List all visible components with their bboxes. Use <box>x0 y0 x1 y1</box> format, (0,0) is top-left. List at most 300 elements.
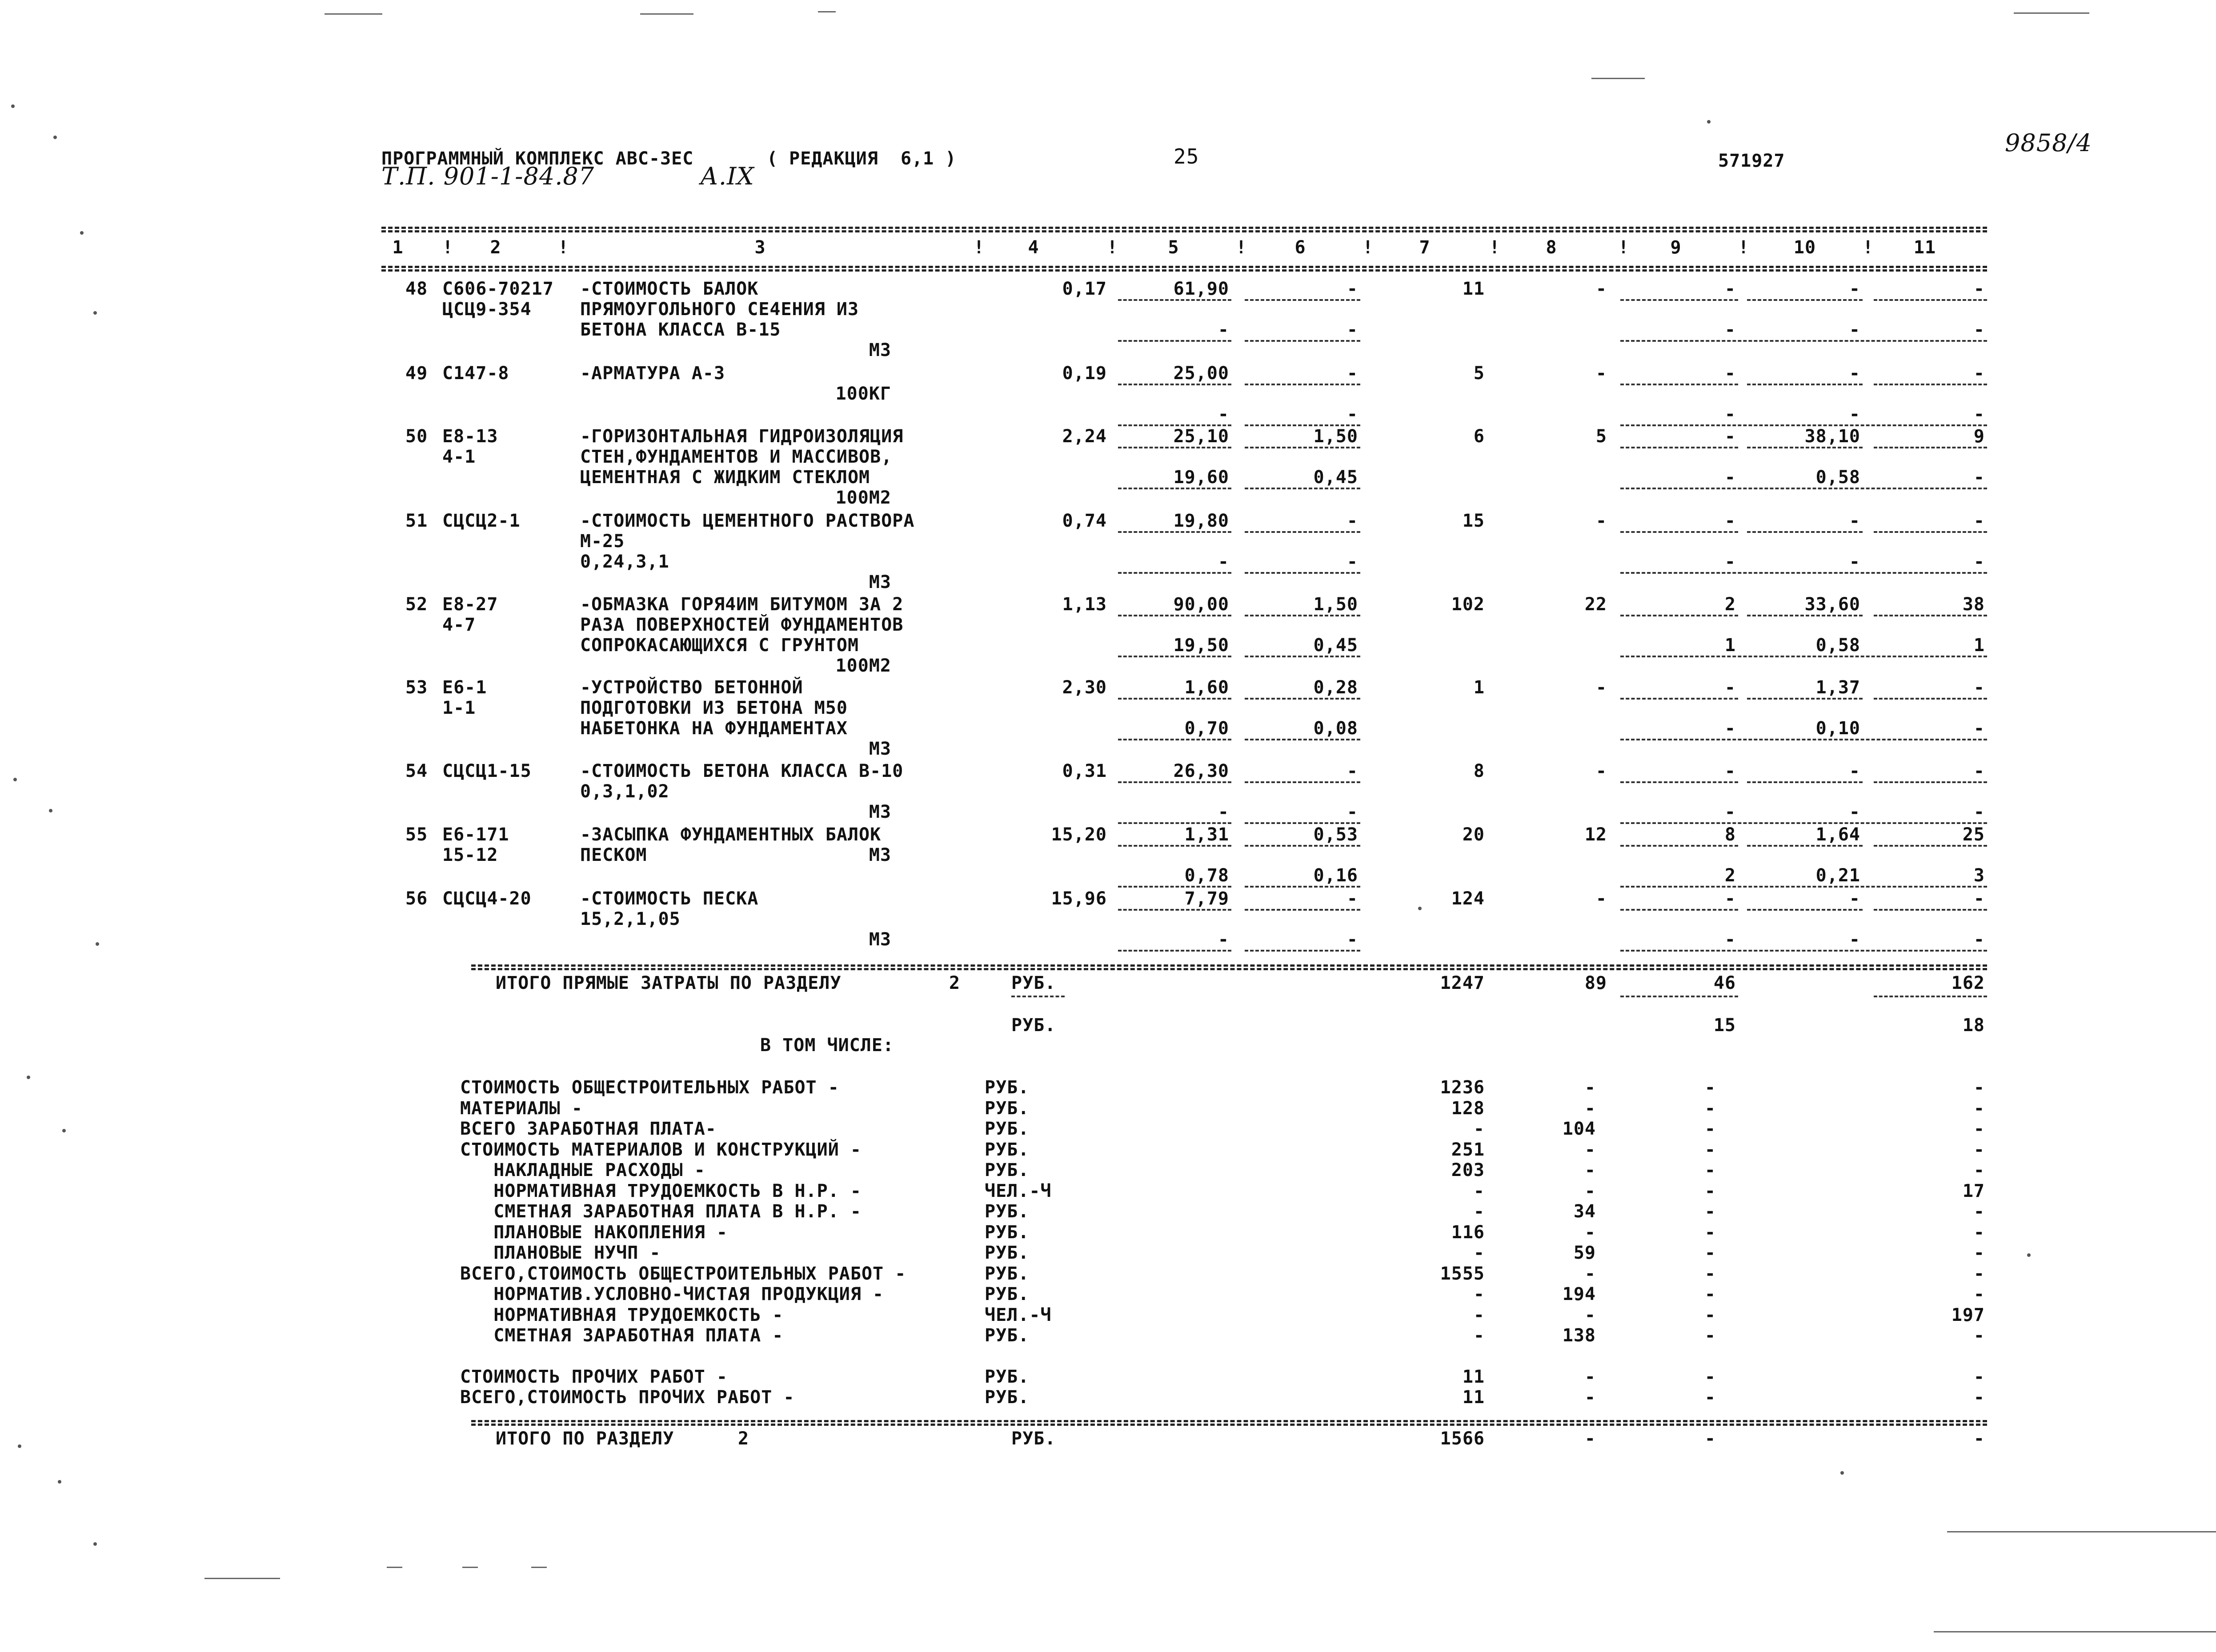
summary-c11: - <box>1973 1222 1985 1243</box>
including-label: В ТОМ ЧИСЛЕ: <box>760 1035 894 1056</box>
cell-c5: 90,00 <box>1173 594 1229 615</box>
work-description: ПРЯМОУГОЛЬНОГО СЕ4ЕНИЯ ИЗ <box>580 299 859 320</box>
cell-c11: - <box>1973 511 1985 531</box>
summary-c8: 194 <box>1562 1284 1596 1304</box>
cell-c9: - <box>1724 677 1736 698</box>
handwritten-number: 9858/4 <box>2005 129 2092 157</box>
rate-code: 4-1 <box>442 447 476 467</box>
section-total-c8: - <box>1584 1428 1596 1449</box>
cell-c5b: - <box>1218 552 1229 572</box>
summary-c8: 59 <box>1573 1243 1596 1263</box>
summary-c11: - <box>1973 1284 1985 1304</box>
summary-c7: 203 <box>1451 1160 1485 1180</box>
total-direct-c9b: 15 <box>1713 1015 1736 1036</box>
summary-label: СМЕТНАЯ ЗАРАБОТНАЯ ПЛАТА - <box>460 1325 784 1346</box>
cell-c11b: - <box>1973 552 1985 572</box>
cell-c8: - <box>1595 888 1607 909</box>
cell-c6: - <box>1346 363 1358 384</box>
handwritten-doc-ref: Т.П. 901-1-84.87 <box>381 162 595 190</box>
scan-line <box>818 11 836 12</box>
summary-unit: ЧЕЛ.-Ч <box>985 1180 1052 1201</box>
row-number: 56 <box>405 888 428 909</box>
column-separator: ! <box>442 237 454 258</box>
work-description: -СТОИМОСТЬ ПЕСКА <box>580 888 759 909</box>
summary-c7: 1555 <box>1440 1263 1485 1284</box>
handwritten-album: А.IX <box>700 162 754 190</box>
work-description: -ЗАСЫПКА ФУНДАМЕНТНЫХ БАЛОК <box>580 824 882 845</box>
cell-underline <box>1118 781 1231 783</box>
summary-c7: 251 <box>1451 1139 1485 1160</box>
cell-c9b: - <box>1724 802 1736 822</box>
unit-of-measure: М3 <box>869 802 891 822</box>
summary-unit: РУБ. <box>985 1160 1030 1180</box>
cell-c6b: 0,45 <box>1313 467 1358 488</box>
summary-c7: - <box>1473 1325 1485 1346</box>
summary-c8: 34 <box>1573 1201 1596 1222</box>
cell-c5b: 0,70 <box>1184 718 1229 739</box>
scan-line <box>2014 12 2089 14</box>
summary-c9: - <box>1704 1222 1716 1243</box>
cell-c10b: - <box>1849 320 1860 340</box>
cell-c10: - <box>1849 888 1860 909</box>
cell-c11: 38 <box>1962 594 1985 615</box>
cell-c8: - <box>1595 511 1607 531</box>
cell-underline <box>1620 615 1738 616</box>
cell-c5b: 0,78 <box>1184 865 1229 886</box>
summary-c11: - <box>1973 1119 1985 1139</box>
summary-c8: - <box>1584 1180 1596 1201</box>
summary-label: СТОИМОСТЬ МАТЕРИАЛОВ И КОНСТРУКЦИЙ - <box>460 1139 862 1160</box>
column-separator: ! <box>1362 237 1374 258</box>
scan-speck <box>93 311 97 315</box>
cell-c11: - <box>1973 677 1985 698</box>
cell-underline <box>1245 531 1360 533</box>
cell-underline <box>1245 845 1360 847</box>
cell-c7: 1 <box>1473 677 1485 698</box>
rate-code: Е8-13 <box>442 426 498 447</box>
summary-c11: - <box>1973 1325 1985 1346</box>
cell-underline <box>1245 886 1360 888</box>
rate-code: СЦСЦ4-20 <box>442 888 532 909</box>
scan-speck <box>1840 1471 1844 1475</box>
unit-of-measure: 100КГ <box>835 384 891 404</box>
cell-underline <box>1874 698 1987 700</box>
page-number: 25 <box>1174 144 1199 168</box>
cell-underline <box>1874 909 1987 911</box>
cell-c10b: - <box>1849 802 1860 822</box>
cell-c6b: - <box>1346 404 1358 424</box>
work-description: -ГОРИЗОНТАЛЬНАЯ ГИДРОИЗОЛЯЦИЯ <box>580 426 904 447</box>
summary-unit: РУБ. <box>985 1284 1030 1304</box>
column-header: 3 <box>754 237 766 258</box>
cell-underline <box>1245 909 1360 911</box>
cell-c4: 1,13 <box>1062 594 1107 615</box>
cell-underline <box>1747 299 1863 301</box>
cell-c10: - <box>1849 511 1860 531</box>
table-top-rule <box>381 227 1987 229</box>
cell-c5: 1,31 <box>1184 824 1229 845</box>
summary-unit: РУБ. <box>985 1119 1030 1139</box>
rate-code: Е6-1 <box>442 677 487 698</box>
row-number: 49 <box>405 363 428 384</box>
cell-c9b: 2 <box>1724 865 1736 886</box>
cell-underline <box>1874 299 1987 301</box>
scan-line <box>1947 1531 2216 1532</box>
summary-label: ВСЕГО,СТОИМОСТЬ ОБЩЕСТРОИТЕЛЬНЫХ РАБОТ - <box>460 1263 906 1284</box>
cell-underline <box>1747 845 1863 847</box>
cell-underline <box>1747 384 1863 385</box>
cell-underline <box>1118 615 1231 616</box>
cell-c11: - <box>1973 761 1985 781</box>
cell-underline <box>1620 656 1987 657</box>
scan-line <box>387 1567 402 1568</box>
summary-c11: - <box>1973 1077 1985 1098</box>
work-description: РАЗА ПОВЕРХНОСТЕЙ ФУНДАМЕНТОВ <box>580 615 904 635</box>
cell-c8: - <box>1595 279 1607 299</box>
cell-underline <box>1245 615 1360 616</box>
cell-c6b: 0,45 <box>1313 635 1358 656</box>
summary-c7: - <box>1473 1304 1485 1325</box>
summary-c11: 197 <box>1951 1304 1985 1325</box>
cell-underline <box>1620 909 1738 911</box>
summary-c11: - <box>1973 1160 1985 1180</box>
cell-c6: 0,53 <box>1313 824 1358 845</box>
summary-c8: - <box>1584 1077 1596 1098</box>
cell-underline <box>1118 698 1231 700</box>
cell-c11: - <box>1973 279 1985 299</box>
column-header: 5 <box>1168 237 1179 258</box>
cell-underline <box>1874 384 1987 385</box>
cell-c4: 0,74 <box>1062 511 1107 531</box>
cell-underline <box>1874 615 1987 616</box>
cell-c10: - <box>1849 363 1860 384</box>
scan-line <box>204 1578 280 1579</box>
cell-c11b: - <box>1973 404 1985 424</box>
cell-c7: 11 <box>1462 279 1485 299</box>
cell-underline <box>1620 340 1987 342</box>
summary-c11: - <box>1973 1263 1985 1284</box>
summary-c8: - <box>1584 1304 1596 1325</box>
cell-c9b: - <box>1724 467 1736 488</box>
cell-underline <box>1118 950 1231 952</box>
cell-c9: - <box>1724 511 1736 531</box>
cell-c11b: 1 <box>1973 635 1985 656</box>
cell-c5: 25,00 <box>1173 363 1229 384</box>
cell-c7: 15 <box>1462 511 1485 531</box>
cell-c11: 9 <box>1973 426 1985 447</box>
rate-code: С606-70217 <box>442 279 554 299</box>
section-total-rule <box>471 1420 1987 1422</box>
scan-line <box>325 13 382 15</box>
summary-label: ВСЕГО ЗАРАБОТНАЯ ПЛАТА- <box>460 1119 717 1139</box>
scan-line <box>462 1567 478 1568</box>
scan-speck <box>49 809 52 812</box>
row-number: 50 <box>405 426 428 447</box>
cell-c6b: - <box>1346 552 1358 572</box>
cell-c5b: 19,60 <box>1173 467 1229 488</box>
total-direct-label: ИТОГО ПРЯМЫЕ ЗАТРАТЫ ПО РАЗДЕЛУ <box>496 973 842 993</box>
summary-c7: 1236 <box>1440 1077 1485 1098</box>
cell-c10: - <box>1849 761 1860 781</box>
table-header-rule <box>381 266 1987 268</box>
summary-c8: - <box>1584 1222 1596 1243</box>
cell-c9: - <box>1724 363 1736 384</box>
section-total-label: ИТОГО ПО РАЗДЕЛУ <box>496 1428 674 1449</box>
cell-c6b: - <box>1346 802 1358 822</box>
rate-code: ЦСЦ9-354 <box>442 299 532 320</box>
summary-unit: РУБ. <box>985 1387 1030 1408</box>
summary-c7: 116 <box>1451 1222 1485 1243</box>
work-description: НАБЕТОНКА НА ФУНДАМЕНТАХ <box>580 718 848 739</box>
cell-underline <box>1011 996 1065 997</box>
cell-c11b: - <box>1973 718 1985 739</box>
summary-c9: - <box>1704 1201 1716 1222</box>
cell-c8: 5 <box>1595 426 1607 447</box>
cell-c5: 26,30 <box>1173 761 1229 781</box>
rate-code: Е8-27 <box>442 594 498 615</box>
unit-of-measure: М3 <box>869 929 891 950</box>
cell-underline <box>1620 299 1738 301</box>
cell-underline <box>1874 447 1987 448</box>
column-header: 6 <box>1294 237 1306 258</box>
summary-c11: - <box>1973 1201 1985 1222</box>
summary-label: ВСЕГО,СТОИМОСТЬ ПРОЧИХ РАБОТ - <box>460 1387 795 1408</box>
summary-label: СТОИМОСТЬ ОБЩЕСТРОИТЕЛЬНЫХ РАБОТ - <box>460 1077 839 1098</box>
work-description: СТЕН,ФУНДАМЕНТОВ И МАССИВОВ, <box>580 447 893 467</box>
cell-c8: 12 <box>1584 824 1607 845</box>
section-total-c9: - <box>1704 1428 1716 1449</box>
cell-c7: 20 <box>1462 824 1485 845</box>
cell-underline <box>1874 996 1987 997</box>
summary-c8: - <box>1584 1098 1596 1119</box>
cell-underline <box>1118 909 1231 911</box>
summary-c8: 104 <box>1562 1119 1596 1139</box>
cell-underline <box>1245 781 1360 783</box>
cell-c6b: 0,08 <box>1313 718 1358 739</box>
unit-of-measure: 100М2 <box>835 656 891 676</box>
summary-c9: - <box>1704 1160 1716 1180</box>
summary-c7: 11 <box>1462 1387 1485 1408</box>
cell-c9b: - <box>1724 404 1736 424</box>
cell-c6: 0,28 <box>1313 677 1358 698</box>
total-direct-c9: 46 <box>1713 973 1736 993</box>
cell-underline <box>1620 845 1738 847</box>
total-direct-c11: 162 <box>1951 973 1985 993</box>
scan-speck <box>1707 120 1711 124</box>
summary-c8: - <box>1584 1366 1596 1387</box>
summary-c11: - <box>1973 1243 1985 1263</box>
cell-underline <box>1245 950 1360 952</box>
cell-c9b: 1 <box>1724 635 1736 656</box>
scan-line <box>531 1567 547 1568</box>
summary-c9: - <box>1704 1387 1716 1408</box>
summary-c9: - <box>1704 1098 1716 1119</box>
column-separator: ! <box>1107 237 1118 258</box>
summary-unit: РУБ. <box>985 1098 1030 1119</box>
summary-label: СТОИМОСТЬ ПРОЧИХ РАБОТ - <box>460 1366 728 1387</box>
cell-c4: 0,19 <box>1062 363 1107 384</box>
unit-of-measure: М3 <box>869 739 891 759</box>
cell-c9: - <box>1724 761 1736 781</box>
cell-c10b: 0,10 <box>1815 718 1860 739</box>
summary-c8: 138 <box>1562 1325 1596 1346</box>
cell-c8: - <box>1595 761 1607 781</box>
cell-underline <box>1245 698 1360 700</box>
summary-c9: - <box>1704 1304 1716 1325</box>
summary-c8: - <box>1584 1139 1596 1160</box>
scan-speck <box>18 1444 21 1448</box>
cell-c5b: - <box>1218 404 1229 424</box>
scan-speck <box>1418 907 1422 910</box>
cell-c7: 8 <box>1473 761 1485 781</box>
cell-underline <box>1118 739 1231 740</box>
cell-c4: 2,24 <box>1062 426 1107 447</box>
cell-underline <box>1620 384 1738 385</box>
scan-line <box>1934 1631 2216 1632</box>
scan-speck <box>11 104 15 108</box>
cell-c9: 2 <box>1724 594 1736 615</box>
work-description: 15,2,1,05 <box>580 909 681 929</box>
work-description: ПЕСКОМ <box>580 845 647 865</box>
summary-c11: - <box>1973 1139 1985 1160</box>
cell-c11b: - <box>1973 802 1985 822</box>
cell-c7: 102 <box>1451 594 1485 615</box>
cell-c10b: 0,21 <box>1815 865 1860 886</box>
summary-label: НАКЛАДНЫЕ РАСХОДЫ - <box>460 1160 705 1180</box>
cell-underline <box>1620 424 1987 426</box>
summary-label: МАТЕРИАЛЫ - <box>460 1098 583 1119</box>
cell-c6b: 0,16 <box>1313 865 1358 886</box>
document-code: 571927 <box>1718 151 1785 171</box>
cell-underline <box>1118 299 1231 301</box>
cell-underline <box>1620 781 1738 783</box>
summary-c9: - <box>1704 1366 1716 1387</box>
cell-underline <box>1245 656 1360 657</box>
cell-c10b: - <box>1849 929 1860 950</box>
cell-c5b: - <box>1218 802 1229 822</box>
summary-label: НОРМАТИВНАЯ ТРУДОЕМКОСТЬ В Н.Р. - <box>460 1180 862 1201</box>
summary-label: ПЛАНОВЫЕ НАКОПЛЕНИЯ - <box>460 1222 728 1243</box>
total-direct-unit: РУБ. <box>1011 973 1056 993</box>
column-separator: ! <box>558 237 569 258</box>
summary-c11: - <box>1973 1387 1985 1408</box>
rate-code: С147-8 <box>442 363 509 384</box>
cell-c10: - <box>1849 279 1860 299</box>
cell-underline <box>1620 739 1987 740</box>
rate-code: 4-7 <box>442 615 476 635</box>
summary-c7: - <box>1473 1201 1485 1222</box>
summary-c7: 11 <box>1462 1366 1485 1387</box>
cell-c5: 61,90 <box>1173 279 1229 299</box>
column-separator: ! <box>1489 237 1501 258</box>
summary-c7: 128 <box>1451 1098 1485 1119</box>
cell-c11b: - <box>1973 929 1985 950</box>
column-header: 9 <box>1670 237 1682 258</box>
cell-c5: 7,79 <box>1184 888 1229 909</box>
unit-of-measure: 100М2 <box>835 488 891 508</box>
summary-c9: - <box>1704 1325 1716 1346</box>
cell-c6: - <box>1346 761 1358 781</box>
row-number: 55 <box>405 824 428 845</box>
cell-underline <box>1245 340 1360 342</box>
summary-c8: - <box>1584 1160 1596 1180</box>
cell-underline <box>1118 572 1231 574</box>
cell-underline <box>1874 845 1987 847</box>
cell-c10: 38,10 <box>1804 426 1860 447</box>
work-description: -СТОИМОСТЬ БАЛОК <box>580 279 759 299</box>
table-header-rule <box>381 269 1987 272</box>
cell-underline <box>1620 996 1738 997</box>
work-description: 0,3,1,02 <box>580 781 669 802</box>
cell-underline <box>1874 781 1987 783</box>
cell-underline <box>1620 698 1738 700</box>
column-header: 11 <box>1913 237 1936 258</box>
cell-c4: 0,31 <box>1062 761 1107 781</box>
cell-c9: 8 <box>1724 824 1736 845</box>
cell-underline <box>1245 299 1360 301</box>
row-number: 54 <box>405 761 428 781</box>
cell-underline <box>1620 822 1987 824</box>
cell-c11: - <box>1973 888 1985 909</box>
total-direct-section: 2 <box>949 973 961 993</box>
scan-speck <box>58 1480 61 1484</box>
summary-c11: - <box>1973 1366 1985 1387</box>
section-total-unit: РУБ. <box>1011 1428 1056 1449</box>
work-description: БЕТОНА КЛАССА В-15 <box>580 320 781 340</box>
cell-c7: 5 <box>1473 363 1485 384</box>
program-title: ПРОГРАММНЫЙ КОМПЛЕКС АВС-3ЕС <box>381 148 694 169</box>
summary-c11: - <box>1973 1098 1985 1119</box>
column-separator: ! <box>1618 237 1630 258</box>
summary-c9: - <box>1704 1139 1716 1160</box>
cell-c9: - <box>1724 279 1736 299</box>
scan-speck <box>80 231 84 235</box>
cell-c10b: 0,58 <box>1815 635 1860 656</box>
summary-c8: - <box>1584 1263 1596 1284</box>
row-number: 48 <box>405 279 428 299</box>
work-description: -СТОИМОСТЬ БЕТОНА КЛАССА В-10 <box>580 761 904 781</box>
scan-line <box>1591 78 1645 79</box>
scan-speck <box>2027 1253 2031 1257</box>
cell-c5: 19,80 <box>1173 511 1229 531</box>
column-header: 1 <box>392 237 404 258</box>
row-number: 52 <box>405 594 428 615</box>
cell-c4: 15,96 <box>1051 888 1107 909</box>
edition-label: ( РЕДАКЦИЯ 6,1 ) <box>767 148 957 169</box>
summary-c9: - <box>1704 1263 1716 1284</box>
column-header: 4 <box>1028 237 1039 258</box>
cell-underline <box>1118 886 1231 888</box>
scan-speck <box>27 1076 30 1079</box>
summary-c7: - <box>1473 1119 1485 1139</box>
cell-c11: - <box>1973 363 1985 384</box>
summary-c9: - <box>1704 1077 1716 1098</box>
cell-underline <box>1245 739 1360 740</box>
cell-underline <box>1874 531 1987 533</box>
summary-unit: РУБ. <box>985 1139 1030 1160</box>
total-direct-c7: 1247 <box>1440 973 1485 993</box>
summary-c8: - <box>1584 1387 1596 1408</box>
cell-underline <box>1620 488 1987 489</box>
row-number: 51 <box>405 511 428 531</box>
column-separator: ! <box>1236 237 1247 258</box>
cell-c9b: - <box>1724 320 1736 340</box>
cell-underline <box>1118 822 1231 824</box>
cell-underline <box>1245 447 1360 448</box>
cell-c9: - <box>1724 888 1736 909</box>
summary-unit: ЧЕЛ.-Ч <box>985 1304 1052 1325</box>
column-header: 8 <box>1546 237 1557 258</box>
